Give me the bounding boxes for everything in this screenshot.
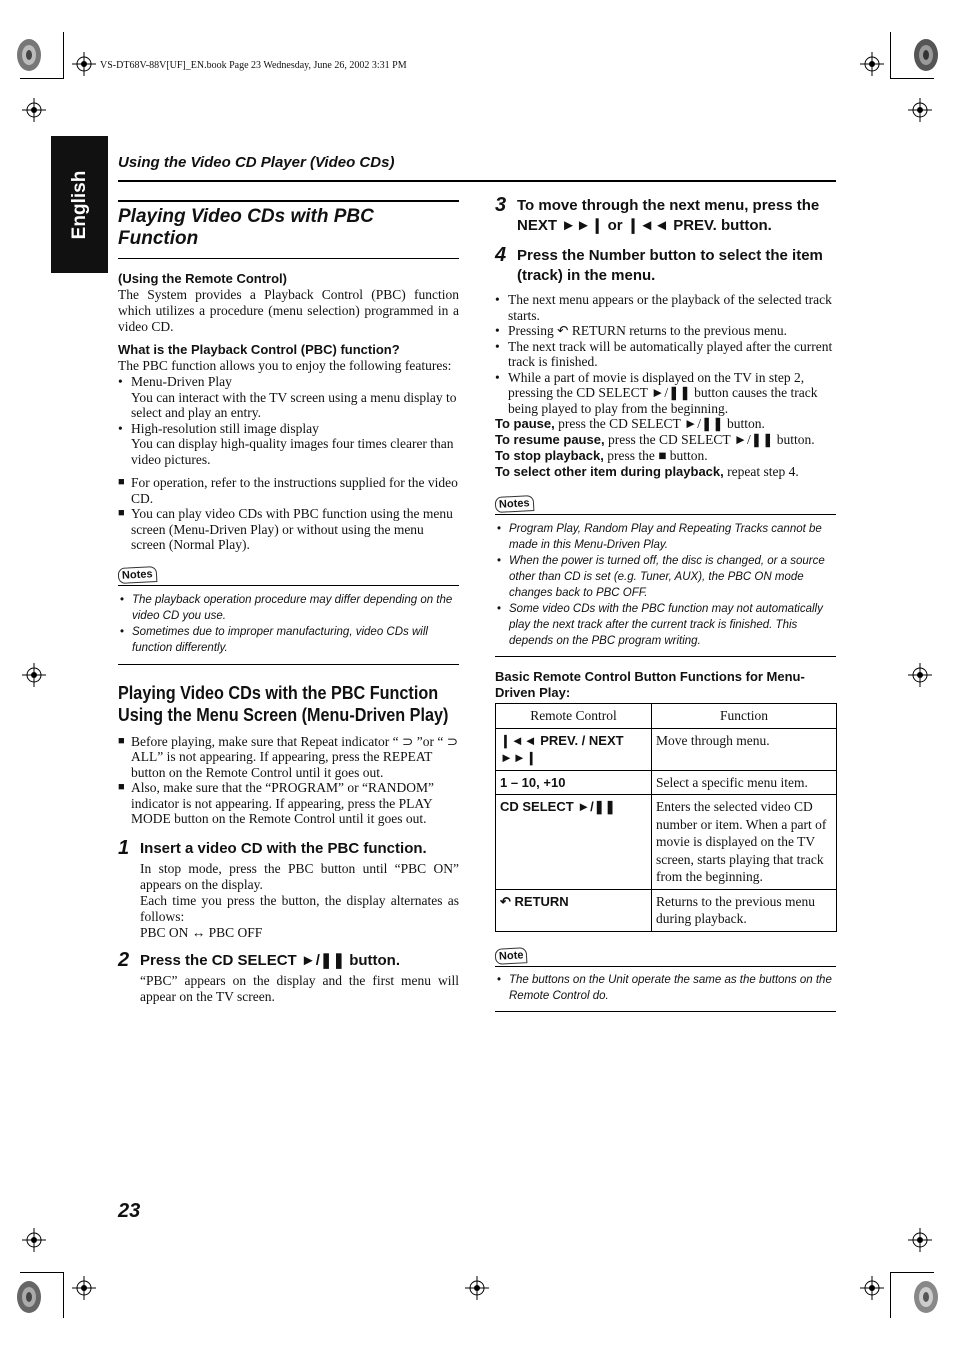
notes-block [495, 494, 836, 657]
table-row [496, 770, 837, 795]
table-cell: Select a specific menu item. [652, 770, 837, 795]
note-rule [495, 966, 836, 967]
registration-mark-icon [860, 1276, 884, 1300]
list-item: • The next menu appears or the playback of the selected track starts. [495, 292, 836, 323]
language-tab-label: English [68, 170, 90, 239]
operation-label: To resume pause, [495, 432, 605, 447]
corner-target-icon [913, 38, 939, 72]
crop-line [890, 78, 934, 79]
feature-title: High-resolution still image display [131, 420, 319, 436]
step-number: 2 [118, 948, 130, 971]
operation-text: press the CD SELECT ►/❚❚ button. [604, 432, 815, 447]
table-cell: Returns to the previous menu during playback. [652, 889, 837, 931]
list-item: • The playback operation procedure may differ depending on the video CD you use. [118, 592, 459, 624]
page-number: 23 [118, 1200, 141, 1222]
registration-mark-icon [22, 663, 46, 687]
operation-text: press the CD SELECT ►/❚❚ button. [554, 416, 765, 431]
crop-line [890, 1272, 891, 1318]
registration-mark-icon [22, 1228, 46, 1252]
step4-bullets [495, 292, 836, 416]
table-row [496, 795, 837, 890]
right-column [495, 196, 836, 1012]
file-info: VS-DT68V-88V[UF]_EN.book Page 23 Wednesday, June 26, 2002 3:31 PM [100, 60, 407, 71]
step-title: Press the Number button to select the item (track) in the menu. [517, 247, 823, 284]
registration-mark-icon [860, 52, 884, 76]
notes-badge: Notes [495, 495, 534, 513]
operation-text: repeat step 4. [723, 464, 799, 479]
table-cell: Enters the selected video CD number or item. When a part of movie is displayed on the TV screen, starts playing that track from the beginning. [652, 795, 837, 890]
operation-line [495, 448, 836, 464]
step-text: In stop mode, press the PBC button until “PBC ON” appears on the display. [140, 860, 459, 892]
table-title: Basic Remote Control Button Functions for Menu-Driven Play: [495, 669, 805, 700]
column-header: Function [652, 704, 837, 729]
operation-line [495, 464, 836, 480]
step-number: 3 [495, 194, 507, 216]
notes-badge: Notes [118, 566, 157, 584]
table-header-row [496, 704, 837, 729]
feature-desc: You can display high-quality images four times clearer than video pictures. [131, 436, 454, 467]
step-number: 1 [118, 836, 130, 859]
step-text: PBC ON ↔ PBC OFF [140, 924, 263, 940]
heading-line: Playing Video CDs with the PBC Function [118, 682, 439, 703]
list-item: ■ For operation, refer to the instructions supplied for the video CD. [118, 475, 459, 506]
step-title: To move through the next menu, press the NEXT ►►❙ or ❙◄◄ PREV. button. [517, 197, 820, 234]
intro-paragraph: The System provides a Playback Control (PBC) function which utilizes a procedure (menu selection) programmed in a video CD. [118, 287, 459, 334]
table-cell: Move through menu. [652, 728, 837, 770]
list-item: • While a part of movie is displayed on the TV in step 2, pressing the CD SELECT ►/❚❚ button causes the track being played to play from the beginning. [495, 370, 836, 417]
language-tab [51, 136, 108, 273]
crop-line [890, 32, 891, 78]
heading-line: Using the Menu Screen (Menu-Driven Play) [118, 704, 449, 725]
notes-rule [495, 656, 836, 657]
notes-list [495, 521, 836, 649]
crop-line [20, 1272, 64, 1273]
registration-mark-icon [465, 1276, 489, 1300]
list-item [118, 421, 459, 468]
list-item: • When the power is turned off, the disc is changed, or a source other than CD is set (e.g. Tuner, AUX), the PBC ON mode changes back to PBC OFF. [495, 553, 836, 601]
section-title-box [118, 200, 459, 259]
step-3 [495, 196, 836, 236]
list-item: • The next track will be automatically played after the current track is finished. [495, 339, 836, 370]
step-2 [118, 948, 459, 1005]
crop-line [890, 1272, 934, 1273]
list-item [118, 374, 459, 421]
note-badge: Note [495, 947, 528, 965]
list-item: • Some video CDs with the PBC function may not automatically play the next track after the current track is finished. This depends on the PBC program writing. [495, 601, 836, 649]
table-cell: ❙◄◄ PREV. / NEXT ►►❙ [496, 728, 652, 770]
notes-list [118, 592, 459, 656]
info-list [118, 475, 459, 553]
playback-operations [495, 416, 836, 480]
note-list [495, 972, 836, 1004]
section-title: Playing Video CDs with PBC Function [118, 206, 374, 249]
what-is-pbc-text: The PBC function allows you to enjoy the following features: [118, 358, 452, 373]
step-text: “PBC” appears on the display and the first menu will appear on the TV screen. [140, 972, 459, 1004]
feature-list [118, 374, 459, 467]
table-cell: ↶ RETURN [496, 889, 652, 931]
notes-rule [118, 664, 459, 665]
list-item: • Pressing ↶ RETURN returns to the previous menu. [495, 323, 836, 339]
note-rule [495, 1011, 836, 1012]
crop-line [20, 78, 64, 79]
feature-desc: You can interact with the TV screen using a menu display to select and play an entry. [131, 389, 457, 420]
step-text: Each time you press the button, the display alternates as follows: [140, 892, 459, 924]
list-item: • Program Play, Random Play and Repeating Tracks cannot be made in this Menu-Driven Play. [495, 521, 836, 553]
operation-label: To pause, [495, 416, 555, 431]
left-column [118, 200, 459, 1005]
list-item: ■ You can play video CDs with PBC function using the menu screen (Menu-Driven Play) or without using the menu screen (Normal Play). [118, 506, 459, 553]
list-item: ■ Before playing, make sure that Repeat indicator “ ⊃ ”or “ ⊃ ALL” is not appearing. If appearing, press the REPEAT button on the Remote Control until it goes out. [118, 734, 459, 781]
crop-line [63, 32, 64, 78]
operation-line [495, 416, 836, 432]
step-number: 4 [495, 244, 507, 266]
list-item: • The buttons on the Unit operate the same as the buttons on the Remote Control do. [495, 972, 836, 1004]
header-rule [118, 180, 836, 182]
registration-mark-icon [22, 98, 46, 122]
registration-mark-icon [72, 1276, 96, 1300]
precheck-list [118, 734, 459, 827]
note-block [495, 946, 836, 1012]
operation-label: To stop playback, [495, 448, 604, 463]
corner-target-icon [16, 38, 42, 72]
operation-label: To select other item during playback, [495, 464, 724, 479]
what-is-pbc-subhead: What is the Playback Control (PBC) function? [118, 342, 400, 357]
step-4 [495, 246, 836, 286]
list-item: • Sometimes due to improper manufacturing, video CDs will function differently. [118, 624, 459, 656]
notes-rule [118, 585, 459, 586]
corner-target-icon [913, 1280, 939, 1314]
crop-line [63, 1272, 64, 1318]
table-cell: 1 – 10, +10 [496, 770, 652, 795]
table-row [496, 889, 837, 931]
registration-mark-icon [908, 98, 932, 122]
menu-driven-heading [118, 682, 460, 726]
step-title: Press the CD SELECT ►/❚❚ button. [140, 951, 401, 969]
running-head: Using the Video CD Player (Video CDs) [118, 154, 395, 171]
notes-rule [495, 514, 836, 515]
using-remote-subhead: (Using the Remote Control) [118, 271, 287, 286]
table-row [496, 728, 837, 770]
operation-line [495, 432, 836, 448]
list-item: ■ Also, make sure that the “PROGRAM” or “RANDOM” indicator is not appearing. If appearing, press the PLAY MODE button on the Remote Control until it goes out. [118, 780, 459, 827]
registration-mark-icon [72, 52, 96, 76]
step-title: Insert a video CD with the PBC function. [140, 839, 427, 857]
button-functions-table [495, 703, 837, 932]
feature-title: Menu-Driven Play [131, 374, 232, 389]
notes-block [118, 565, 459, 665]
step-1 [118, 836, 459, 941]
operation-text: press the ■ button. [603, 448, 708, 463]
corner-target-icon [16, 1280, 42, 1314]
table-cell: CD SELECT ►/❚❚ [496, 795, 652, 890]
registration-mark-icon [908, 663, 932, 687]
registration-mark-icon [908, 1228, 932, 1252]
column-header: Remote Control [496, 704, 652, 729]
